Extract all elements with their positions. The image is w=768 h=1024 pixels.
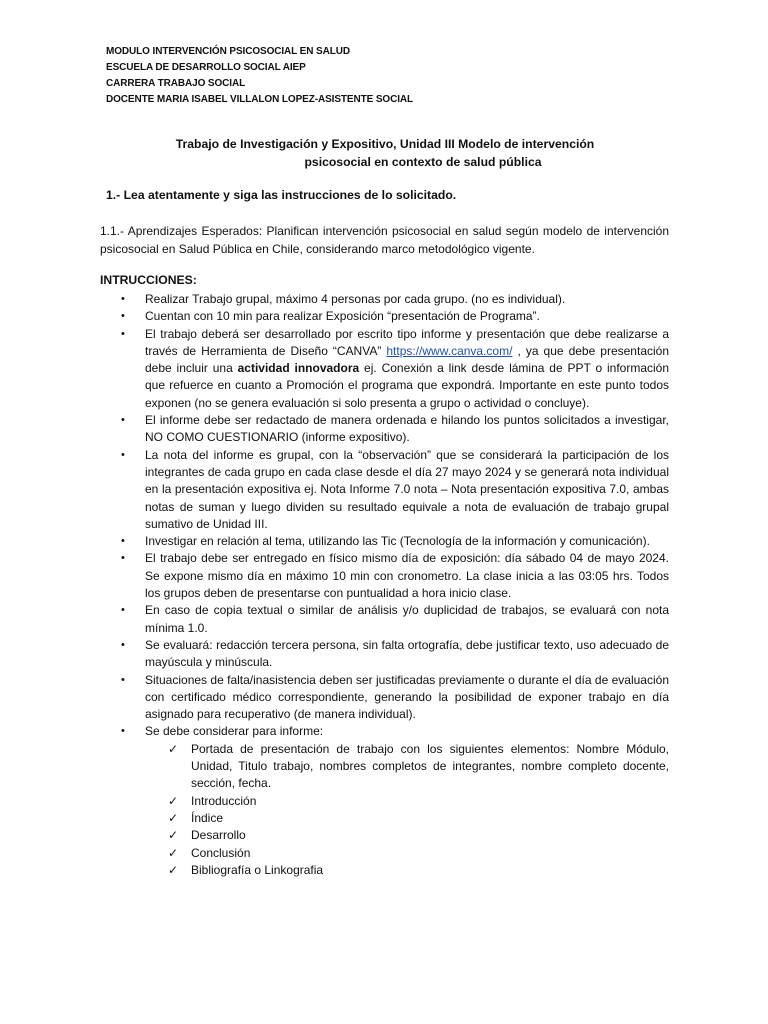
list-item <box>100 602 669 637</box>
checklist-item <box>145 741 669 793</box>
bullet-icon: • <box>121 293 125 305</box>
bullet-icon: • <box>121 448 125 461</box>
list-item <box>100 412 669 447</box>
checklist-item <box>145 810 669 827</box>
bullet-icon: • <box>121 414 125 427</box>
list-item <box>100 291 669 308</box>
learning-outcomes-paragraph: 1.1.- Aprendizajes Esperados: Planifican intervención psicosocial en salud según modelo de intervención psicosocial en Salud Pública en Chile, considerando marco metodológico vigente. <box>100 224 669 256</box>
item-text-pre: El trabajo deberá ser desarrollado por escrito tipo informe y presentación que debe realizarse a través de Herramienta de Diseño “CANVA” <box>145 326 669 358</box>
step-1-heading: 1.- Lea atentamente y siga las instrucciones de lo solicitado. <box>106 188 457 202</box>
check-icon: ✓ <box>168 862 179 877</box>
check-icon: ✓ <box>168 741 179 756</box>
document-header <box>106 44 413 108</box>
checklist-item <box>145 845 669 862</box>
checklist-text: Introducción <box>191 793 257 808</box>
checklist-item <box>145 793 669 810</box>
check-icon: ✓ <box>168 828 179 843</box>
checklist-text: Bibliografía o Linkografia <box>191 862 324 877</box>
item-text: El informe debe ser redactado de manera ordenada e hilando los puntos solicitados a investigar, NO COMO CUESTIONARIO (informe expositivo). <box>145 413 669 445</box>
checklist-text: Portada de presentación de trabajo con los siguientes elementos: Nombre Módulo, Unidad, Titulo trabajo, nombres completos de integrantes, nombre completo docente, sección, fecha. <box>191 741 669 791</box>
bullet-icon: • <box>121 638 125 651</box>
item-text: Cuentan con 10 min para realizar Exposición “presentación de Programa”. <box>145 309 540 324</box>
checklist-text: Conclusión <box>191 845 251 860</box>
check-icon: ✓ <box>168 793 179 808</box>
check-icon: ✓ <box>168 810 179 825</box>
item-text: Se debe considerar para informe: <box>145 724 324 739</box>
checklist-text: Índice <box>191 810 224 825</box>
bullet-icon: • <box>121 604 125 617</box>
item-text: Realizar Trabajo grupal, máximo 4 personas por cada grupo. (no es individual). <box>145 292 566 306</box>
item-text: Se evaluará: redacción tercera persona, sin falta ortografía, debe justificar texto, uso adecuado de mayúscula y minúscula. <box>145 637 669 670</box>
item-text: El trabajo debe ser entregado en físico mismo día de exposición: día sábado 04 de mayo 2024. Se expone mismo día en máximo 10 min con cronometro. La clase inicia a las 03:05 hrs. Todos los grupos deben de presentarse con puntualidad a hora inicio clase. <box>145 551 669 601</box>
bullet-icon: • <box>121 552 125 565</box>
bullet-icon: • <box>121 327 125 340</box>
list-item <box>100 326 669 412</box>
title-line-1: Trabajo de Investigación y Expositivo, Unidad III Modelo de intervención <box>175 137 595 151</box>
header-teacher: DOCENTE MARIA ISABEL VILLALON LOPEZ-ASISTENTE SOCIAL <box>106 94 414 105</box>
checklist-text: Desarrollo <box>191 828 246 843</box>
header-school: ESCUELA DE DESARROLLO SOCIAL AIEP <box>106 62 306 73</box>
document-title <box>100 135 670 171</box>
check-icon: ✓ <box>168 845 179 860</box>
item-text-post: ej. Conexión a link desde lámina de PPT o información que refuerce en cuanto a Promoción el programa que expondrá. Importante en este punto todos exponen (no se genera evaluación si solo presenta a grupo o actividad o concluye). <box>145 361 670 410</box>
header-career: CARRERA TRABAJO SOCIAL <box>106 78 246 89</box>
canva-link[interactable]: https://www.canva.com/ <box>386 343 513 358</box>
item-text-mid: , ya que debe presentación debe incluir una <box>145 343 670 376</box>
list-item <box>100 550 669 602</box>
item-text: En caso de copia textual o similar de análisis y/o duplicidad de trabajos, se evaluará con nota mínima 1.0. <box>145 603 669 635</box>
bullet-icon: • <box>121 310 125 323</box>
bullet-icon: • <box>121 673 125 686</box>
list-item <box>100 637 669 672</box>
title-line-2: psicosocial en contexto de salud pública <box>304 155 542 169</box>
report-checklist <box>145 741 669 879</box>
list-item <box>100 672 669 724</box>
list-item <box>100 533 669 550</box>
item-text-bold: actividad innovadora <box>237 361 360 376</box>
bullet-icon: • <box>121 725 125 738</box>
list-item <box>100 447 669 533</box>
instructions-list <box>100 291 669 879</box>
header-module: MODULO INTERVENCIÓN PSICOSOCIAL EN SALUD <box>106 46 350 57</box>
checklist-item <box>145 827 669 844</box>
instructions-heading: INTRUCCIONES: <box>100 273 197 287</box>
item-text: Investigar en relación al tema, utilizando las Tic (Tecnología de la información y comunicación). <box>145 534 650 549</box>
checklist-item <box>145 862 669 879</box>
item-text: La nota del informe es grupal, con la “observación” que se considerará la participación de los integrantes de cada grupo en cada clase desde el día 27 mayo 2024 y se generará nota individual en la presentación expositiva ej. Nota Informe 7.0 nota – Nota presentación expositiva 7.0, ambas notas de suman y luego dividen su resultado equivale a nota de evaluación de trabajo grupal sumativo de Unidad III. <box>145 447 669 531</box>
list-item <box>100 308 669 325</box>
item-text: Situaciones de falta/inasistencia deben ser justificadas previamente o durante el día de evaluación con certificado médico correspondiente, generando la posibilidad de exponer trabajo en día asignado para recuperativo (de manera individual). <box>145 672 669 722</box>
bullet-icon: • <box>121 535 125 548</box>
list-item <box>100 723 669 879</box>
